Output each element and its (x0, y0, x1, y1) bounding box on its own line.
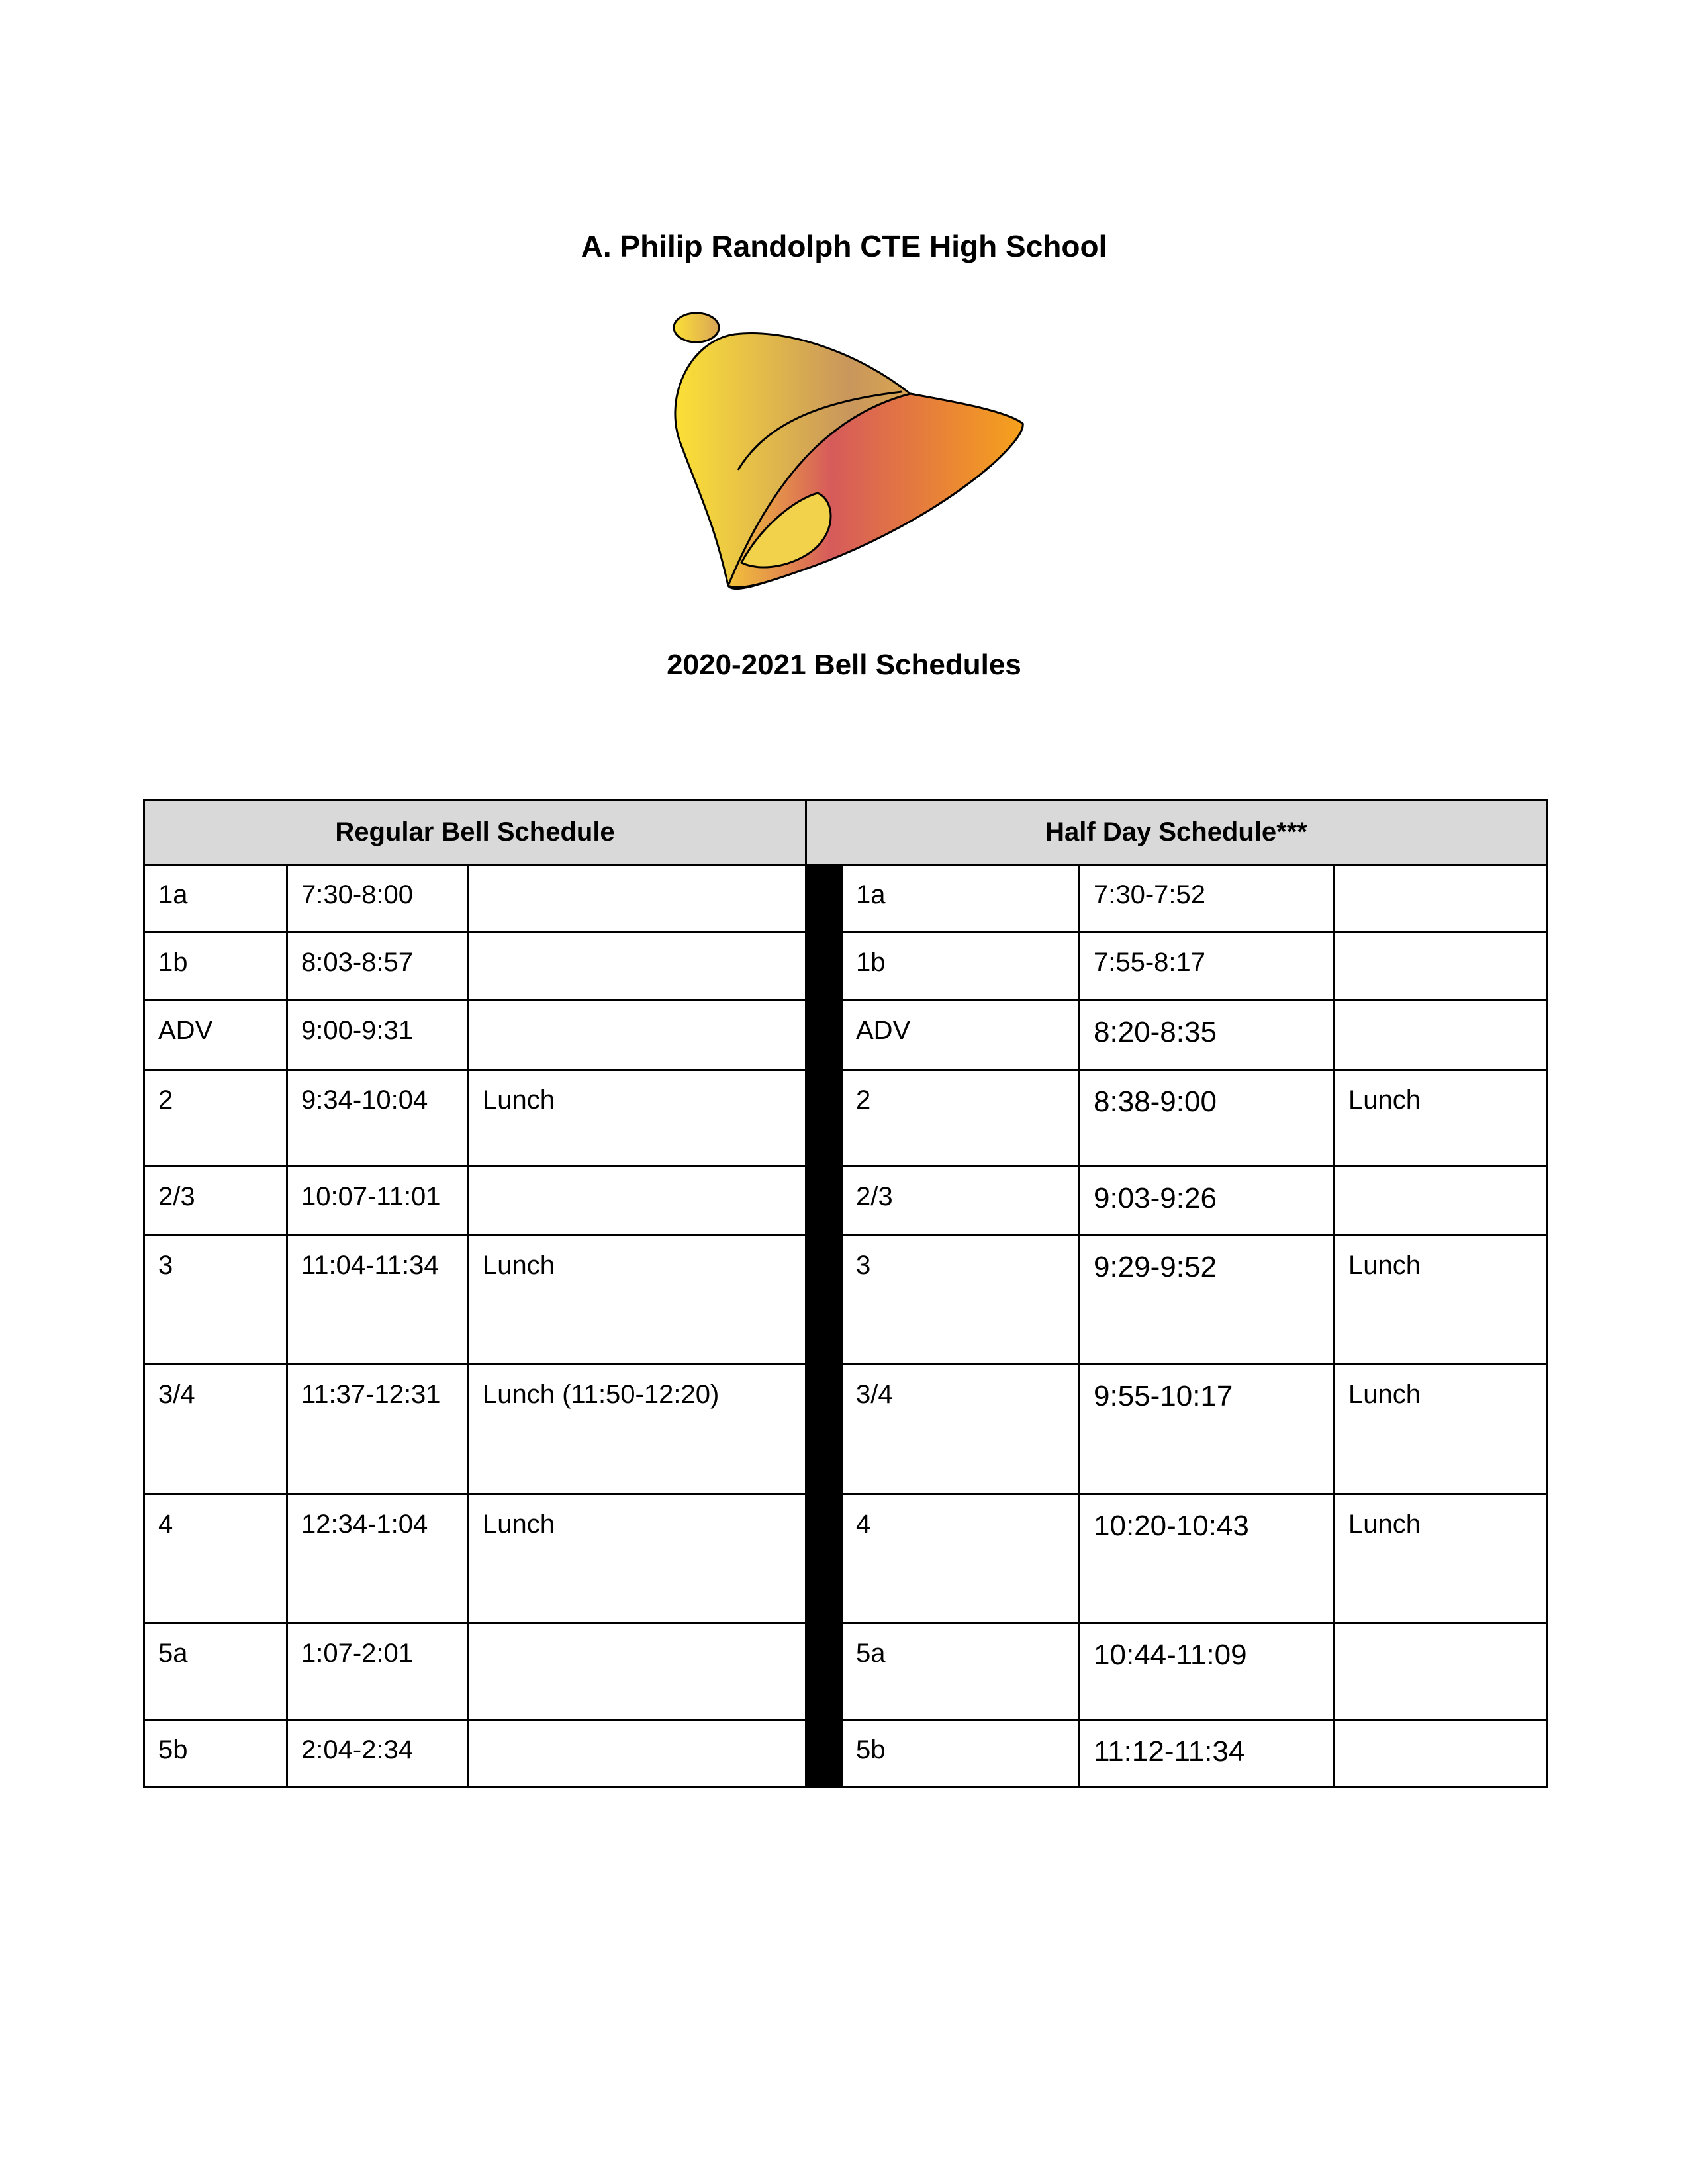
regular-note-cell (469, 865, 806, 933)
bell-icon (662, 301, 1033, 612)
table-row (144, 1720, 1547, 1788)
separator-cell (806, 1365, 842, 1494)
half-day-note-cell (1335, 1623, 1547, 1720)
half-day-note-cell: Lunch (1335, 1494, 1547, 1623)
separator-cell (806, 1720, 842, 1788)
half-day-note-cell: Lunch (1335, 1365, 1547, 1494)
half-day-note-cell (1335, 1167, 1547, 1236)
table-row (144, 1070, 1547, 1167)
regular-note-cell (469, 1623, 806, 1720)
regular-period-cell: 1a (144, 865, 287, 933)
regular-note-cell: Lunch (469, 1494, 806, 1623)
half-day-time-cell: 8:20-8:35 (1080, 1001, 1335, 1070)
regular-time-cell: 12:34-1:04 (287, 1494, 469, 1623)
regular-note-cell: Lunch (469, 1236, 806, 1365)
regular-note-cell (469, 1001, 806, 1070)
half-day-time-cell: 10:44-11:09 (1080, 1623, 1335, 1720)
table-header-row (144, 800, 1547, 865)
separator-cell (806, 1167, 842, 1236)
schedule-year-title: 2020-2021 Bell Schedules (667, 649, 1021, 681)
half-day-note-cell (1335, 1720, 1547, 1788)
regular-period-cell: 5b (144, 1720, 287, 1788)
half-day-note-cell (1335, 865, 1547, 933)
half-day-period-cell: 1a (842, 865, 1080, 933)
regular-note-cell (469, 1720, 806, 1788)
half-day-time-cell: 8:38-9:00 (1080, 1070, 1335, 1167)
half-day-period-cell: 2/3 (842, 1167, 1080, 1236)
half-day-period-cell: 3 (842, 1236, 1080, 1365)
table-row (144, 933, 1547, 1001)
half-day-note-cell: Lunch (1335, 1236, 1547, 1365)
regular-time-cell: 2:04-2:34 (287, 1720, 469, 1788)
table-row (144, 865, 1547, 933)
separator-cell (806, 933, 842, 1001)
regular-time-cell: 11:04-11:34 (287, 1236, 469, 1365)
regular-time-cell: 7:30-8:00 (287, 865, 469, 933)
half-day-period-cell: 1b (842, 933, 1080, 1001)
table-row (144, 1167, 1547, 1236)
regular-note-cell (469, 933, 806, 1001)
regular-period-cell: 2/3 (144, 1167, 287, 1236)
half-day-period-cell: 5a (842, 1623, 1080, 1720)
half-day-time-cell: 9:29-9:52 (1080, 1236, 1335, 1365)
half-day-period-cell: 2 (842, 1070, 1080, 1167)
regular-period-cell: 5a (144, 1623, 287, 1720)
regular-note-cell: Lunch (469, 1070, 806, 1167)
half-day-time-cell: 7:30-7:52 (1080, 865, 1335, 933)
regular-time-cell: 11:37-12:31 (287, 1365, 469, 1494)
regular-time-cell: 9:34-10:04 (287, 1070, 469, 1167)
half-day-period-cell: 5b (842, 1720, 1080, 1788)
schedule-body (144, 865, 1547, 1788)
separator-cell (806, 865, 842, 933)
half-day-time-cell: 9:03-9:26 (1080, 1167, 1335, 1236)
regular-time-cell: 1:07-2:01 (287, 1623, 469, 1720)
separator-cell (806, 1001, 842, 1070)
half-day-schedule-header: Half Day Schedule*** (806, 800, 1547, 865)
half-day-time-cell: 11:12-11:34 (1080, 1720, 1335, 1788)
half-day-time-cell: 7:55-8:17 (1080, 933, 1335, 1001)
table-row (144, 1365, 1547, 1494)
separator-cell (806, 1623, 842, 1720)
separator-cell (806, 1070, 842, 1167)
half-day-period-cell: 3/4 (842, 1365, 1080, 1494)
half-day-period-cell: 4 (842, 1494, 1080, 1623)
table-row (144, 1001, 1547, 1070)
half-day-note-cell (1335, 933, 1547, 1001)
regular-period-cell: 3/4 (144, 1365, 287, 1494)
regular-time-cell: 10:07-11:01 (287, 1167, 469, 1236)
half-day-note-cell: Lunch (1335, 1070, 1547, 1167)
regular-period-cell: 1b (144, 933, 287, 1001)
separator-cell (806, 1494, 842, 1623)
regular-time-cell: 8:03-8:57 (287, 933, 469, 1001)
regular-note-cell (469, 1167, 806, 1236)
regular-period-cell: 3 (144, 1236, 287, 1365)
half-day-note-cell (1335, 1001, 1547, 1070)
regular-time-cell: 9:00-9:31 (287, 1001, 469, 1070)
bell-schedule-table (143, 799, 1548, 1788)
half-day-period-cell: ADV (842, 1001, 1080, 1070)
regular-schedule-header: Regular Bell Schedule (144, 800, 806, 865)
separator-cell (806, 1236, 842, 1365)
table-row (144, 1494, 1547, 1623)
regular-period-cell: 2 (144, 1070, 287, 1167)
half-day-time-cell: 10:20-10:43 (1080, 1494, 1335, 1623)
regular-period-cell: 4 (144, 1494, 287, 1623)
table-row (144, 1236, 1547, 1365)
regular-note-cell: Lunch (11:50-12:20) (469, 1365, 806, 1494)
regular-period-cell: ADV (144, 1001, 287, 1070)
table-row (144, 1623, 1547, 1720)
school-title: A. Philip Randolph CTE High School (581, 229, 1107, 263)
half-day-time-cell: 9:55-10:17 (1080, 1365, 1335, 1494)
